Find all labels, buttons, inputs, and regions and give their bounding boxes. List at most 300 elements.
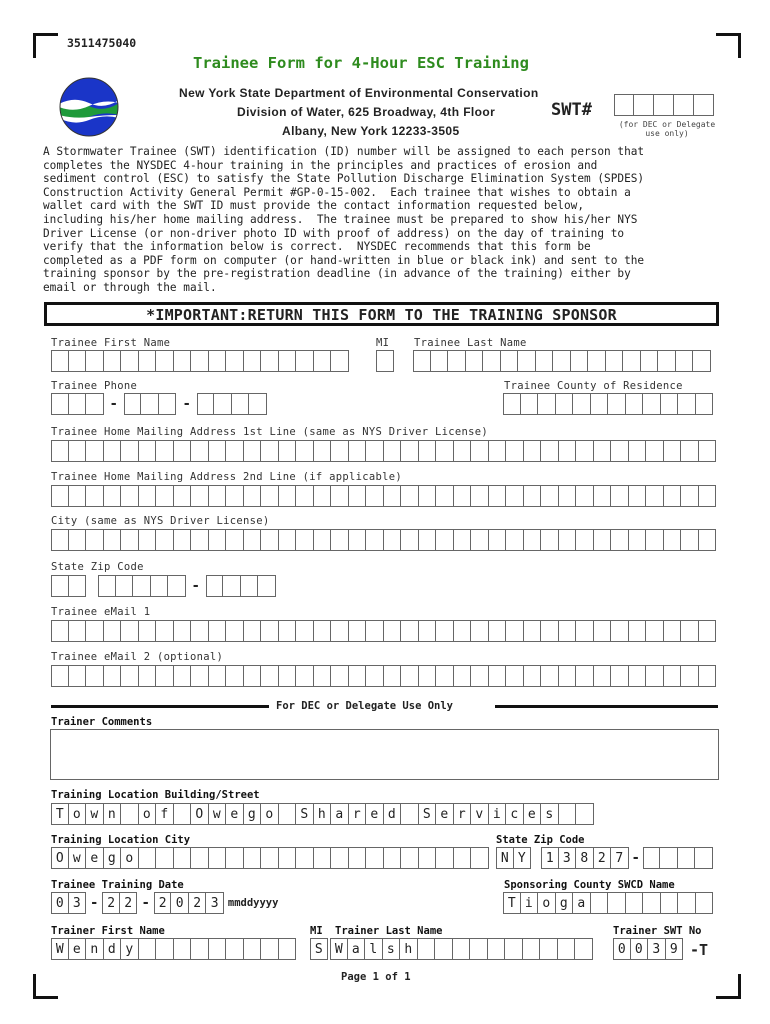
char-box[interactable] — [623, 350, 641, 372]
char-box[interactable] — [366, 665, 384, 687]
char-box[interactable] — [419, 485, 437, 507]
char-box[interactable]: d — [384, 803, 402, 825]
char-box[interactable]: h — [314, 803, 332, 825]
char-box[interactable]: 3 — [559, 847, 577, 869]
char-box[interactable]: W — [51, 938, 69, 960]
char-box[interactable] — [471, 529, 489, 551]
char-box[interactable] — [576, 803, 594, 825]
char-box[interactable] — [69, 393, 87, 415]
char-box[interactable] — [156, 529, 174, 551]
char-box[interactable] — [209, 350, 227, 372]
char-box[interactable] — [664, 440, 682, 462]
address-1-field[interactable] — [51, 440, 716, 462]
char-box[interactable] — [98, 575, 116, 597]
char-box[interactable] — [139, 938, 157, 960]
char-box[interactable] — [594, 620, 612, 642]
char-box[interactable] — [209, 529, 227, 551]
char-box[interactable] — [156, 665, 174, 687]
last-name-field[interactable] — [413, 350, 711, 372]
char-box[interactable]: a — [348, 938, 366, 960]
char-box[interactable] — [471, 485, 489, 507]
char-box[interactable] — [296, 665, 314, 687]
char-box[interactable] — [608, 892, 626, 914]
char-box[interactable] — [678, 393, 696, 415]
char-box[interactable]: n — [104, 803, 122, 825]
char-box[interactable] — [366, 529, 384, 551]
char-box[interactable]: r — [349, 803, 367, 825]
char-box[interactable] — [331, 665, 349, 687]
char-box[interactable] — [699, 620, 717, 642]
trainer-first-field[interactable] — [51, 938, 296, 960]
char-box[interactable] — [86, 440, 104, 462]
city-field[interactable] — [51, 529, 716, 551]
char-box[interactable] — [489, 665, 507, 687]
char-box[interactable] — [51, 485, 69, 507]
char-box[interactable] — [209, 440, 227, 462]
char-box[interactable] — [261, 938, 279, 960]
char-box[interactable] — [86, 529, 104, 551]
char-box[interactable]: r — [454, 803, 472, 825]
char-box[interactable] — [699, 485, 717, 507]
char-box[interactable] — [384, 485, 402, 507]
char-box[interactable] — [139, 847, 157, 869]
char-box[interactable] — [151, 575, 169, 597]
training-state-zip-field[interactable]: N Y 1 3 8 2 7 - — [496, 847, 713, 869]
char-box[interactable] — [521, 393, 539, 415]
char-box[interactable] — [174, 350, 192, 372]
char-box[interactable] — [541, 529, 559, 551]
char-box[interactable]: 3 — [206, 892, 224, 914]
char-box[interactable]: w — [86, 803, 104, 825]
char-box[interactable]: o — [139, 803, 157, 825]
char-box[interactable] — [681, 485, 699, 507]
char-box[interactable] — [51, 393, 69, 415]
char-box[interactable] — [349, 620, 367, 642]
char-box[interactable] — [611, 620, 629, 642]
char-box[interactable] — [471, 620, 489, 642]
char-box[interactable] — [331, 440, 349, 462]
char-box[interactable] — [191, 620, 209, 642]
char-box[interactable] — [69, 575, 87, 597]
char-box[interactable] — [51, 350, 69, 372]
char-box[interactable] — [104, 665, 122, 687]
char-box[interactable]: Y — [514, 847, 532, 869]
char-box[interactable] — [376, 350, 394, 372]
char-box[interactable] — [501, 350, 519, 372]
char-box[interactable] — [174, 529, 192, 551]
char-box[interactable] — [556, 393, 574, 415]
char-box[interactable] — [209, 620, 227, 642]
char-box[interactable] — [588, 350, 606, 372]
char-box[interactable] — [418, 938, 436, 960]
char-box[interactable] — [197, 393, 215, 415]
char-box[interactable] — [384, 529, 402, 551]
char-box[interactable]: o — [121, 847, 139, 869]
char-box[interactable] — [121, 620, 139, 642]
char-box[interactable] — [51, 665, 69, 687]
char-box[interactable]: N — [496, 847, 514, 869]
char-box[interactable]: 2 — [102, 892, 120, 914]
char-box[interactable] — [226, 529, 244, 551]
char-box[interactable] — [261, 485, 279, 507]
char-box[interactable] — [296, 620, 314, 642]
sponsor-county-field[interactable] — [503, 892, 713, 914]
char-box[interactable]: g — [104, 847, 122, 869]
char-box[interactable]: o — [261, 803, 279, 825]
char-box[interactable] — [279, 529, 297, 551]
char-box[interactable] — [174, 665, 192, 687]
char-box[interactable] — [314, 665, 332, 687]
char-box[interactable] — [232, 393, 250, 415]
char-box[interactable]: y — [121, 938, 139, 960]
char-box[interactable] — [606, 350, 624, 372]
char-box[interactable] — [314, 620, 332, 642]
char-box[interactable] — [226, 620, 244, 642]
char-box[interactable] — [681, 665, 699, 687]
char-box[interactable]: 9 — [666, 938, 684, 960]
char-box[interactable] — [696, 393, 714, 415]
char-box[interactable] — [559, 529, 577, 551]
char-box[interactable] — [191, 529, 209, 551]
char-box[interactable] — [693, 350, 711, 372]
char-box[interactable] — [121, 529, 139, 551]
char-box[interactable] — [401, 529, 419, 551]
char-box[interactable] — [536, 350, 554, 372]
char-box[interactable] — [576, 529, 594, 551]
char-box[interactable] — [121, 440, 139, 462]
char-box[interactable] — [436, 620, 454, 642]
char-box[interactable]: e — [69, 938, 87, 960]
char-box[interactable] — [331, 350, 349, 372]
char-box[interactable] — [384, 620, 402, 642]
char-box[interactable] — [156, 485, 174, 507]
char-box[interactable] — [538, 393, 556, 415]
email-1-field[interactable] — [51, 620, 716, 642]
char-box[interactable] — [506, 485, 524, 507]
char-box[interactable] — [453, 938, 471, 960]
char-box[interactable] — [214, 393, 232, 415]
char-box[interactable]: a — [331, 803, 349, 825]
char-box[interactable]: w — [209, 803, 227, 825]
char-box[interactable] — [296, 847, 314, 869]
char-box[interactable] — [594, 485, 612, 507]
char-box[interactable] — [226, 440, 244, 462]
char-box[interactable]: l — [365, 938, 383, 960]
char-box[interactable] — [86, 350, 104, 372]
char-box[interactable] — [506, 665, 524, 687]
char-box[interactable] — [206, 575, 224, 597]
char-box[interactable]: 2 — [120, 892, 138, 914]
char-box[interactable] — [349, 847, 367, 869]
char-box[interactable] — [384, 440, 402, 462]
char-box[interactable] — [559, 803, 577, 825]
char-box[interactable] — [646, 529, 664, 551]
char-box[interactable] — [664, 665, 682, 687]
char-box[interactable] — [156, 620, 174, 642]
char-box[interactable] — [699, 440, 717, 462]
char-box[interactable] — [69, 620, 87, 642]
char-box[interactable] — [139, 485, 157, 507]
char-box[interactable] — [279, 665, 297, 687]
char-box[interactable]: s — [541, 803, 559, 825]
char-box[interactable] — [505, 938, 523, 960]
char-box[interactable] — [436, 485, 454, 507]
char-box[interactable] — [156, 350, 174, 372]
trainer-comments-field[interactable] — [50, 729, 719, 780]
char-box[interactable] — [258, 575, 276, 597]
char-box[interactable] — [646, 440, 664, 462]
char-box[interactable] — [139, 529, 157, 551]
char-box[interactable] — [261, 665, 279, 687]
char-box[interactable] — [629, 440, 647, 462]
char-box[interactable] — [51, 440, 69, 462]
char-box[interactable] — [156, 847, 174, 869]
char-box[interactable] — [678, 847, 696, 869]
char-box[interactable] — [104, 529, 122, 551]
char-box[interactable] — [139, 620, 157, 642]
char-box[interactable] — [594, 440, 612, 462]
char-box[interactable] — [86, 665, 104, 687]
char-box[interactable] — [349, 665, 367, 687]
char-box[interactable]: S — [419, 803, 437, 825]
char-box[interactable] — [524, 440, 542, 462]
char-box[interactable] — [401, 440, 419, 462]
char-box[interactable]: i — [489, 803, 507, 825]
char-box[interactable] — [349, 529, 367, 551]
char-box[interactable] — [366, 485, 384, 507]
char-box[interactable] — [483, 350, 501, 372]
char-box[interactable]: 1 — [541, 847, 559, 869]
char-box[interactable] — [261, 529, 279, 551]
char-box[interactable] — [296, 529, 314, 551]
char-box[interactable]: d — [104, 938, 122, 960]
char-box[interactable]: O — [51, 847, 69, 869]
char-box[interactable] — [349, 440, 367, 462]
char-box[interactable]: g — [556, 892, 574, 914]
char-box[interactable] — [541, 485, 559, 507]
char-box[interactable] — [559, 665, 577, 687]
char-box[interactable] — [314, 350, 332, 372]
char-box[interactable] — [279, 938, 297, 960]
char-box[interactable] — [466, 350, 484, 372]
char-box[interactable] — [471, 847, 489, 869]
char-box[interactable] — [401, 665, 419, 687]
char-box[interactable] — [470, 938, 488, 960]
char-box[interactable] — [489, 620, 507, 642]
char-box[interactable] — [611, 529, 629, 551]
char-box[interactable]: O — [191, 803, 209, 825]
char-box[interactable] — [296, 350, 314, 372]
location-street-field[interactable] — [51, 803, 594, 825]
char-box[interactable]: 3 — [69, 892, 87, 914]
char-box[interactable] — [646, 665, 664, 687]
char-box[interactable] — [261, 847, 279, 869]
char-box[interactable] — [331, 485, 349, 507]
char-box[interactable] — [314, 485, 332, 507]
char-box[interactable] — [558, 938, 576, 960]
char-box[interactable] — [191, 665, 209, 687]
char-box[interactable]: c — [506, 803, 524, 825]
char-box[interactable] — [279, 803, 297, 825]
char-box[interactable]: 3 — [648, 938, 666, 960]
char-box[interactable] — [104, 485, 122, 507]
char-box[interactable]: 8 — [576, 847, 594, 869]
char-box[interactable] — [226, 665, 244, 687]
char-box[interactable] — [646, 485, 664, 507]
char-box[interactable]: s — [383, 938, 401, 960]
char-box[interactable] — [401, 847, 419, 869]
trainer-mi-field[interactable] — [310, 938, 328, 960]
char-box[interactable]: e — [524, 803, 542, 825]
char-box[interactable] — [419, 440, 437, 462]
char-box[interactable]: v — [471, 803, 489, 825]
char-box[interactable] — [121, 803, 139, 825]
char-box[interactable]: w — [69, 847, 87, 869]
char-box[interactable] — [454, 529, 472, 551]
char-box[interactable] — [626, 393, 644, 415]
char-box[interactable] — [209, 938, 227, 960]
char-box[interactable]: 0 — [631, 938, 649, 960]
trainer-swt-field[interactable] — [613, 938, 683, 960]
char-box[interactable] — [576, 665, 594, 687]
char-box[interactable]: e — [436, 803, 454, 825]
char-box[interactable] — [661, 892, 679, 914]
char-box[interactable]: T — [503, 892, 521, 914]
char-box[interactable] — [643, 892, 661, 914]
char-box[interactable] — [244, 529, 262, 551]
char-box[interactable] — [124, 393, 142, 415]
char-box[interactable] — [489, 440, 507, 462]
char-box[interactable] — [419, 529, 437, 551]
char-box[interactable] — [664, 485, 682, 507]
char-box[interactable] — [249, 393, 267, 415]
char-box[interactable] — [331, 529, 349, 551]
char-box[interactable] — [699, 665, 717, 687]
char-box[interactable]: 2 — [594, 847, 612, 869]
char-box[interactable] — [541, 620, 559, 642]
char-box[interactable] — [658, 350, 676, 372]
char-box[interactable]: 7 — [611, 847, 629, 869]
char-box[interactable] — [419, 620, 437, 642]
char-box[interactable] — [471, 665, 489, 687]
trainer-last-field[interactable] — [330, 938, 593, 960]
char-box[interactable] — [223, 575, 241, 597]
char-box[interactable] — [279, 847, 297, 869]
char-box[interactable] — [626, 892, 644, 914]
char-box[interactable] — [401, 803, 419, 825]
char-box[interactable] — [436, 440, 454, 462]
char-box[interactable] — [314, 529, 332, 551]
char-box[interactable] — [384, 847, 402, 869]
char-box[interactable] — [489, 529, 507, 551]
char-box[interactable] — [664, 620, 682, 642]
char-box[interactable] — [331, 847, 349, 869]
char-box[interactable] — [401, 485, 419, 507]
char-box[interactable]: o — [538, 892, 556, 914]
char-box[interactable] — [629, 485, 647, 507]
char-box[interactable] — [174, 620, 192, 642]
char-box[interactable] — [559, 620, 577, 642]
char-box[interactable] — [69, 350, 87, 372]
char-box[interactable] — [518, 350, 536, 372]
char-box[interactable] — [366, 847, 384, 869]
char-box[interactable] — [699, 529, 717, 551]
char-box[interactable] — [241, 575, 259, 597]
char-box[interactable] — [643, 847, 661, 869]
char-box[interactable] — [104, 440, 122, 462]
char-box[interactable] — [366, 440, 384, 462]
char-box[interactable] — [349, 485, 367, 507]
char-box[interactable]: 0 — [613, 938, 631, 960]
char-box[interactable]: T — [51, 803, 69, 825]
char-box[interactable] — [646, 620, 664, 642]
char-box[interactable] — [296, 440, 314, 462]
char-box[interactable] — [244, 350, 262, 372]
char-box[interactable] — [244, 847, 262, 869]
phone-field[interactable]: - - — [51, 393, 267, 415]
char-box[interactable]: 0 — [51, 892, 69, 914]
char-box[interactable] — [174, 440, 192, 462]
char-box[interactable] — [454, 620, 472, 642]
char-box[interactable] — [436, 847, 454, 869]
char-box[interactable]: e — [226, 803, 244, 825]
char-box[interactable] — [573, 393, 591, 415]
char-box[interactable] — [226, 847, 244, 869]
char-box[interactable] — [279, 350, 297, 372]
location-city-field[interactable] — [51, 847, 489, 869]
state-zip-field[interactable]: - — [51, 575, 276, 597]
char-box[interactable] — [121, 350, 139, 372]
char-box[interactable] — [191, 485, 209, 507]
char-box[interactable] — [191, 847, 209, 869]
char-box[interactable] — [540, 938, 558, 960]
char-box[interactable] — [436, 529, 454, 551]
char-box[interactable] — [506, 440, 524, 462]
char-box[interactable] — [141, 393, 159, 415]
char-box[interactable] — [69, 529, 87, 551]
char-box[interactable]: o — [69, 803, 87, 825]
char-box[interactable]: a — [573, 892, 591, 914]
char-box[interactable] — [541, 665, 559, 687]
char-box[interactable] — [696, 892, 714, 914]
char-box[interactable] — [116, 575, 134, 597]
char-box[interactable] — [174, 803, 192, 825]
char-box[interactable] — [139, 665, 157, 687]
char-box[interactable] — [244, 665, 262, 687]
email-2-field[interactable] — [51, 665, 716, 687]
char-box[interactable] — [51, 620, 69, 642]
char-box[interactable] — [454, 485, 472, 507]
char-box[interactable] — [559, 440, 577, 462]
char-box[interactable] — [279, 440, 297, 462]
char-box[interactable] — [226, 350, 244, 372]
char-box[interactable]: S — [296, 803, 314, 825]
char-box[interactable] — [435, 938, 453, 960]
char-box[interactable] — [191, 938, 209, 960]
char-box[interactable] — [553, 350, 571, 372]
char-box[interactable]: W — [330, 938, 348, 960]
char-box[interactable] — [431, 350, 449, 372]
char-box[interactable] — [576, 620, 594, 642]
char-box[interactable]: 0 — [171, 892, 189, 914]
char-box[interactable] — [523, 938, 541, 960]
char-box[interactable] — [678, 892, 696, 914]
char-box[interactable] — [209, 847, 227, 869]
char-box[interactable] — [159, 393, 177, 415]
char-box[interactable] — [506, 620, 524, 642]
char-box[interactable] — [244, 620, 262, 642]
char-box[interactable] — [69, 485, 87, 507]
